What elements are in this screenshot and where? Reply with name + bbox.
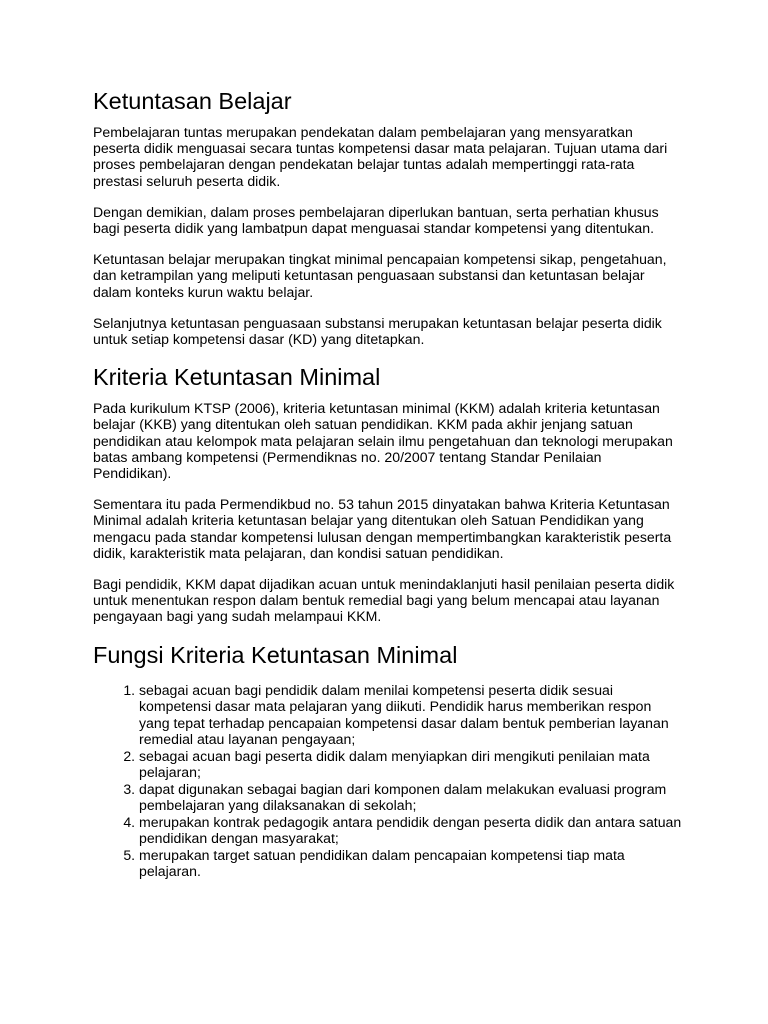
- fungsi-kkm-list: [93, 682, 683, 880]
- list-item: 1. sebagai acuan bagi pendidik dalam menilai kompetensi peserta didik sesuai kompetensi dasar mata pelajaran yang diikuti. Pendidik harus memberikan respon yang tepat terhadap pencapaian kompetensi dasar dalam bentuk pemberian layanan remedial atau layanan pengayaan;: [139, 682, 683, 748]
- paragraph: Dengan demikian, dalam proses pembelajaran diperlukan bantuan, serta perhatian khusus bagi peserta didik yang lambatpun dapat menguasai standar kompetensi yang ditentukan.: [93, 203, 659, 237]
- paragraph: Ketuntasan belajar merupakan tingkat minimal pencapaian kompetensi sikap, pengetahuan, dan ketrampilan yang meliputi ketuntasan penguasaan substansi dan ketuntasan belajar dalam konteks kurun waktu belajar.: [93, 251, 667, 300]
- paragraph: Pembelajaran tuntas merupakan pendekatan dalam pembelajaran yang mensyaratkan peserta didik menguasai secara tuntas kompetensi dasar mata pelajaran. Tujuan utama dari proses pembelajaran dengan pendekatan belajar tuntas adalah mempertinggi rata-rata prestasi seluruh peserta didik.: [93, 124, 668, 189]
- list-item: 3. dapat digunakan sebagai bagian dari komponen dalam melakukan evaluasi program pembelajaran yang dilaksanakan di sekolah;: [139, 781, 683, 814]
- list-item: 5. merupakan target satuan pendidikan dalam pencapaian kompetensi tiap mata pelajaran.: [139, 847, 683, 880]
- list-item: 2. sebagai acuan bagi peserta didik dalam menyiapkan diri mengikuti penilaian mata pelajaran;: [139, 748, 683, 781]
- document-page: [93, 86, 683, 880]
- section-heading-ketuntasan-belajar: Ketuntasan Belajar: [93, 88, 292, 114]
- paragraph: Selanjutnya ketuntasan penguasaan substansi merupakan ketuntasan belajar peserta didik untuk setiap kompetensi dasar (KD) yang ditetapkan.: [93, 314, 662, 348]
- paragraph: Pada kurikulum KTSP (2006), kriteria ketuntasan minimal (KKM) adalah kriteria ketuntasan belajar (KKB) yang ditentukan oleh satuan pendidikan. KKM pada akhir jenjang satuan pendidikan atau kelompok mata pelajaran selain ilmu pengetahuan dan teknologi merupakan batas ambang kompetensi (Permendiknas no. 20/2007 tentang Standar Penilaian Pendidikan).: [93, 400, 673, 482]
- section-heading-fungsi-kkm: Fungsi Kriteria Ketuntasan Minimal: [93, 641, 458, 668]
- paragraph: Sementara itu pada Permendikbud no. 53 tahun 2015 dinyatakan bahwa Kriteria Ketuntasan Minimal adalah kriteria ketuntasan belajar yang ditentukan oleh Satuan Pendidikan yang mengacu pada standar kompetensi lulusan dengan mempertimbangkan karakteristik peserta didik, karakteristik mata pelajaran, dan kondisi satuan pendidikan.: [93, 496, 672, 561]
- paragraph: Bagi pendidik, KKM dapat dijadikan acuan untuk menindaklanjuti hasil penilaian peserta didik untuk menentukan respon dalam bentuk remedial bagi yang belum mencapai atau layanan pengayaan bagi yang sudah melampaui KKM.: [93, 576, 675, 625]
- section-heading-kriteria-ketuntasan-minimal: Kriteria Ketuntasan Minimal: [93, 364, 381, 391]
- list-item: 4. merupakan kontrak pedagogik antara pendidik dengan peserta didik dan antara satuan pendidikan dengan masyarakat;: [139, 814, 683, 847]
